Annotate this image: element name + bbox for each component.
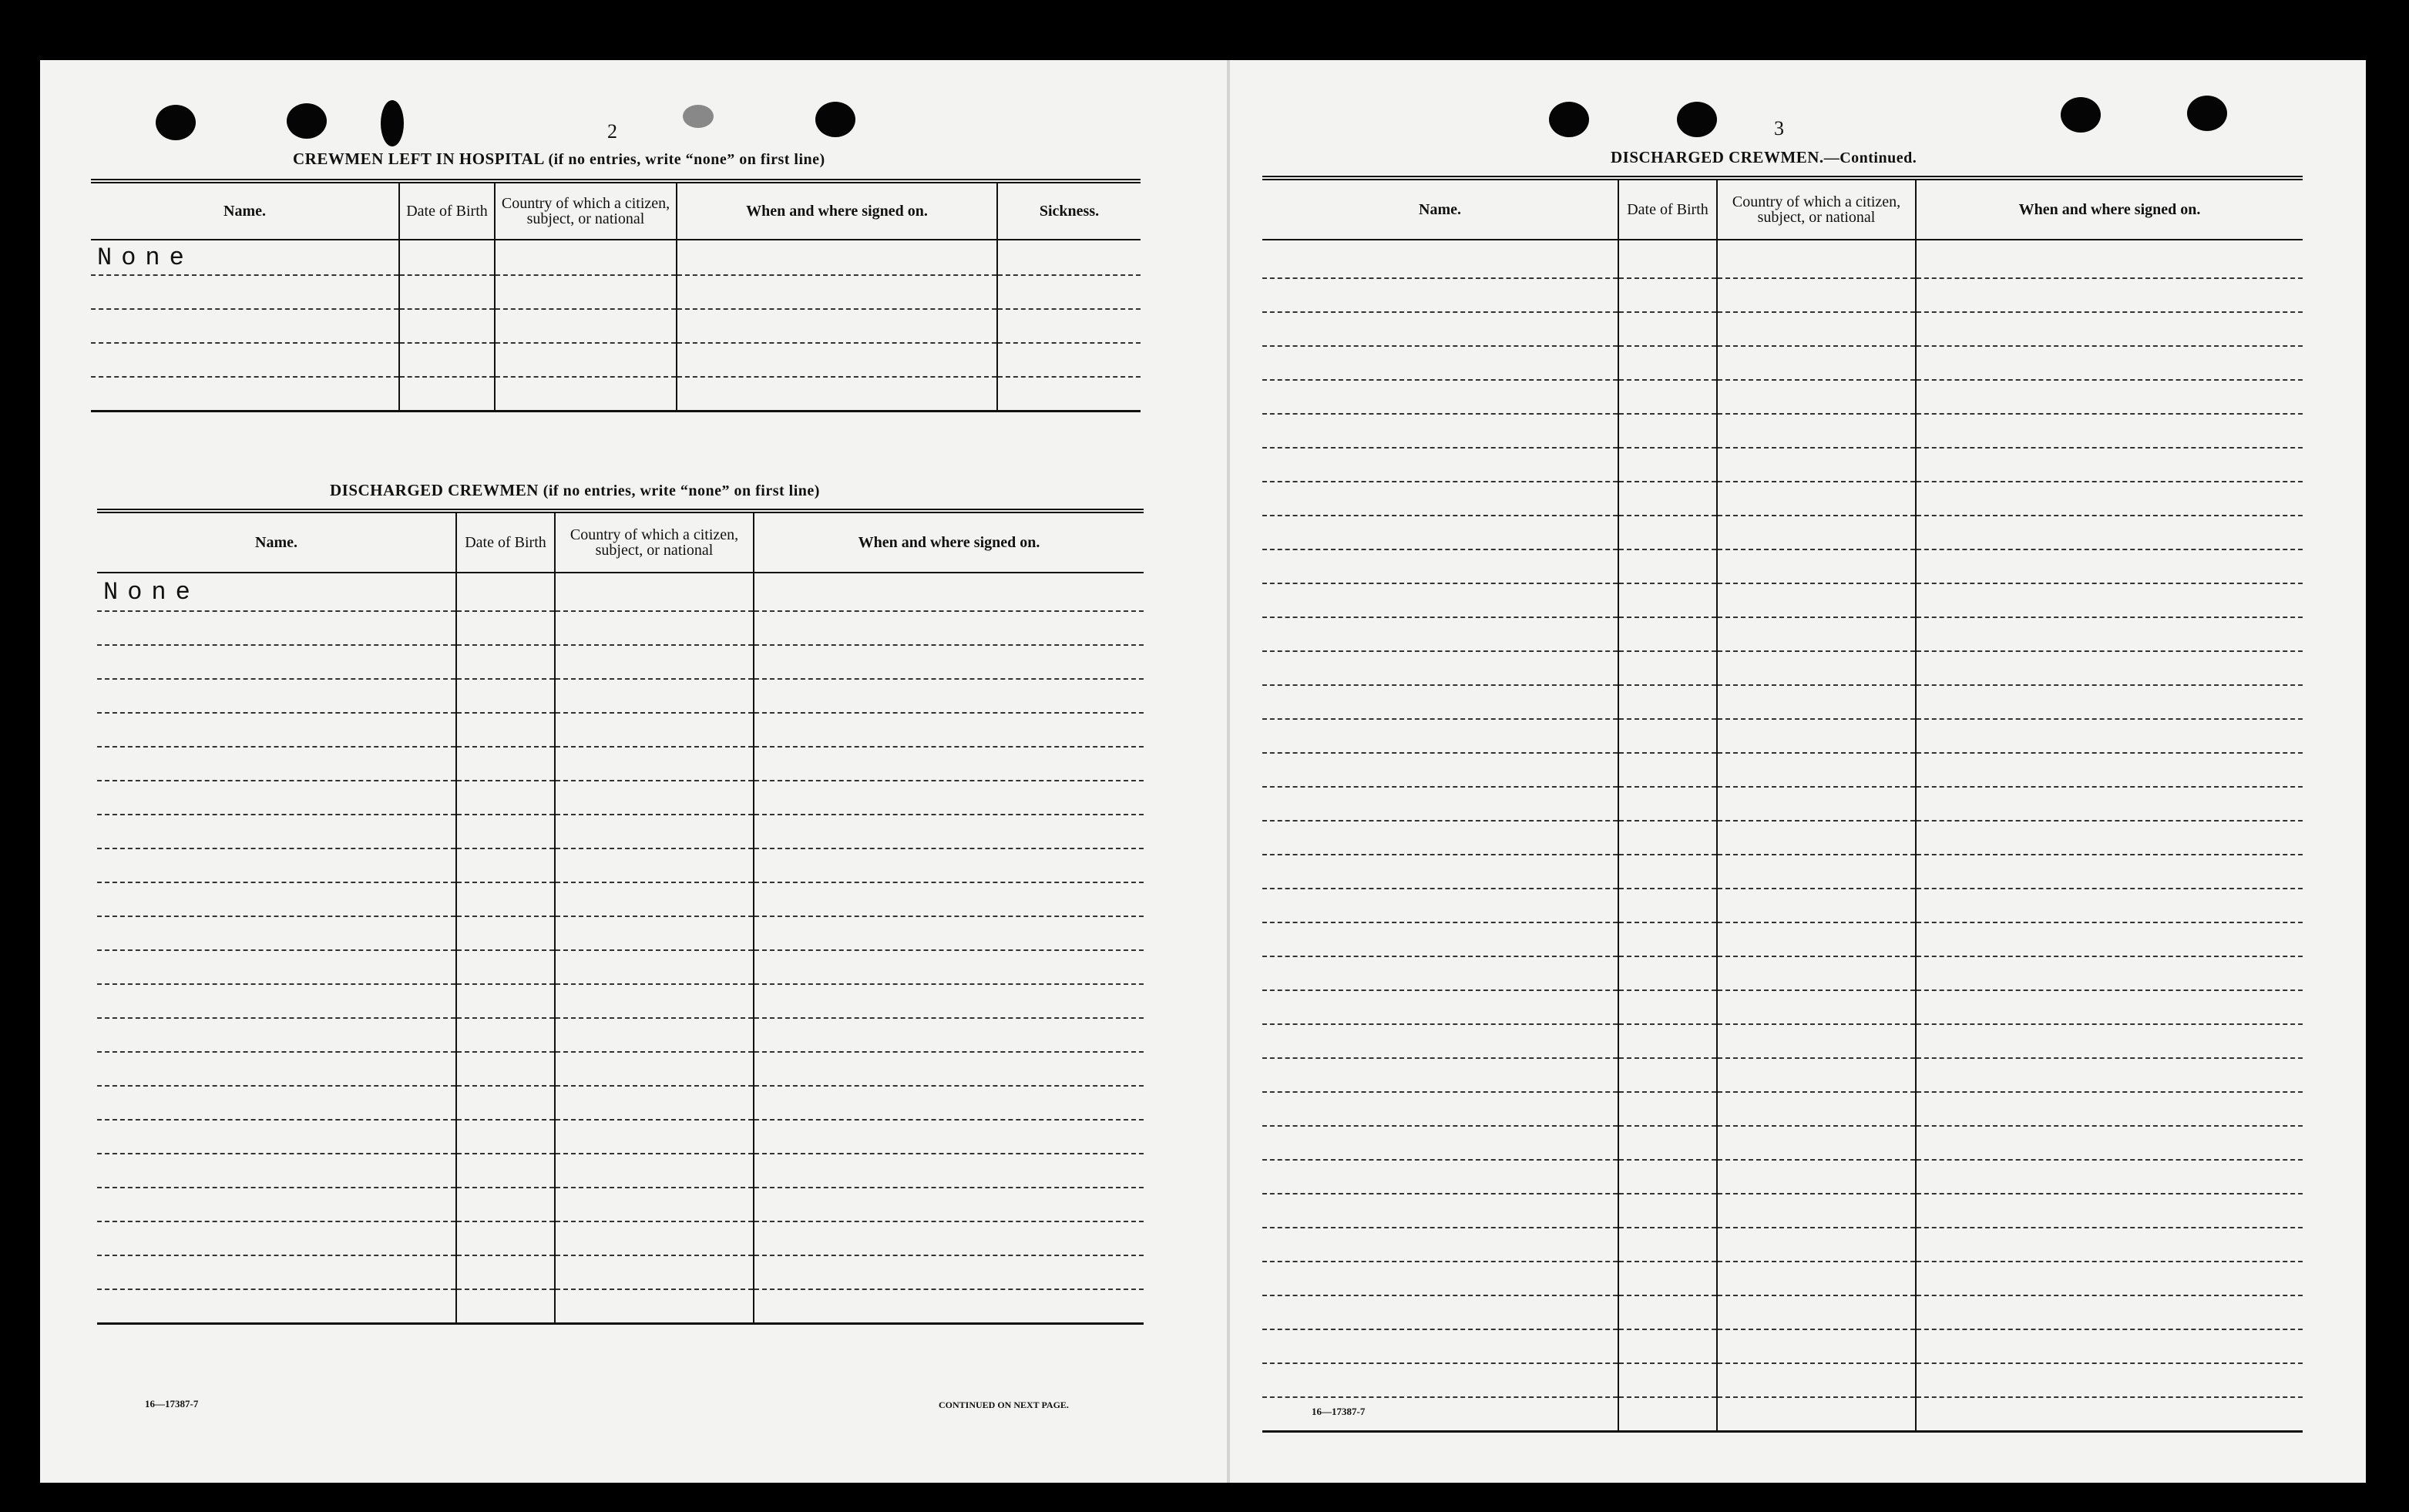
discharged-section-title — [330, 481, 820, 500]
col-header-country: Country of which a citizen, subject, or national — [1717, 178, 1916, 240]
col-header-date-of-birth: Date of Birth — [456, 511, 555, 573]
col-header-country: Country of which a citizen, subject, or national — [555, 511, 754, 573]
discharged-title-text: DISCHARGED CREWMEN — [330, 481, 539, 499]
hospital-instruction: (if no entries, write “none” on first line) — [548, 151, 825, 168]
col-header-sickness: Sickness. — [997, 181, 1141, 240]
col-header-signed-on: When and where signed on. — [677, 181, 997, 240]
hospital-section-title — [293, 150, 825, 169]
col-header-date-of-birth: Date of Birth — [399, 181, 495, 240]
punch-hole — [1677, 102, 1717, 137]
continued-note: CONTINUED ON NEXT PAGE. — [939, 1399, 1069, 1410]
continued-title-text: DISCHARGED CREWMEN. — [1611, 148, 1824, 166]
punch-hole — [683, 105, 714, 128]
discharged-entry-name: None — [97, 573, 456, 611]
punch-hole — [2061, 97, 2101, 133]
discharged-table — [97, 509, 1144, 1325]
col-header-date-of-birth: Date of Birth — [1618, 178, 1717, 240]
punch-hole — [287, 103, 327, 139]
continued-section-title — [1611, 148, 1917, 167]
hospital-table — [91, 179, 1141, 412]
col-header-name: Name. — [1262, 178, 1618, 240]
col-header-signed-on: When and where signed on. — [1916, 178, 2303, 240]
punch-hole — [1549, 102, 1589, 137]
col-header-name: Name. — [91, 181, 399, 240]
page-number: 2 — [607, 120, 617, 143]
form-number: 16—17387-7 — [1312, 1406, 1366, 1417]
col-header-signed-on: When and where signed on. — [754, 511, 1144, 573]
hospital-entry-name: None — [91, 240, 399, 275]
continued-title-suffix: —Continued. — [1823, 150, 1917, 166]
form-number: 16—17387-7 — [145, 1398, 199, 1410]
punch-hole — [156, 105, 196, 140]
hospital-title-text: CREWMEN LEFT IN HOSPITAL — [293, 150, 544, 168]
punch-hole — [2187, 96, 2227, 131]
col-header-country: Country of which a citizen, subject, or national — [495, 181, 677, 240]
col-header-name: Name. — [97, 511, 456, 573]
discharged-instruction: (if no entries, write “none” on first line) — [543, 482, 820, 499]
discharged-continued-table — [1262, 176, 2303, 1433]
center-fold — [1227, 60, 1230, 1483]
punch-hole — [815, 102, 855, 137]
page-number: 3 — [1774, 117, 1784, 139]
punch-hole — [381, 100, 404, 146]
